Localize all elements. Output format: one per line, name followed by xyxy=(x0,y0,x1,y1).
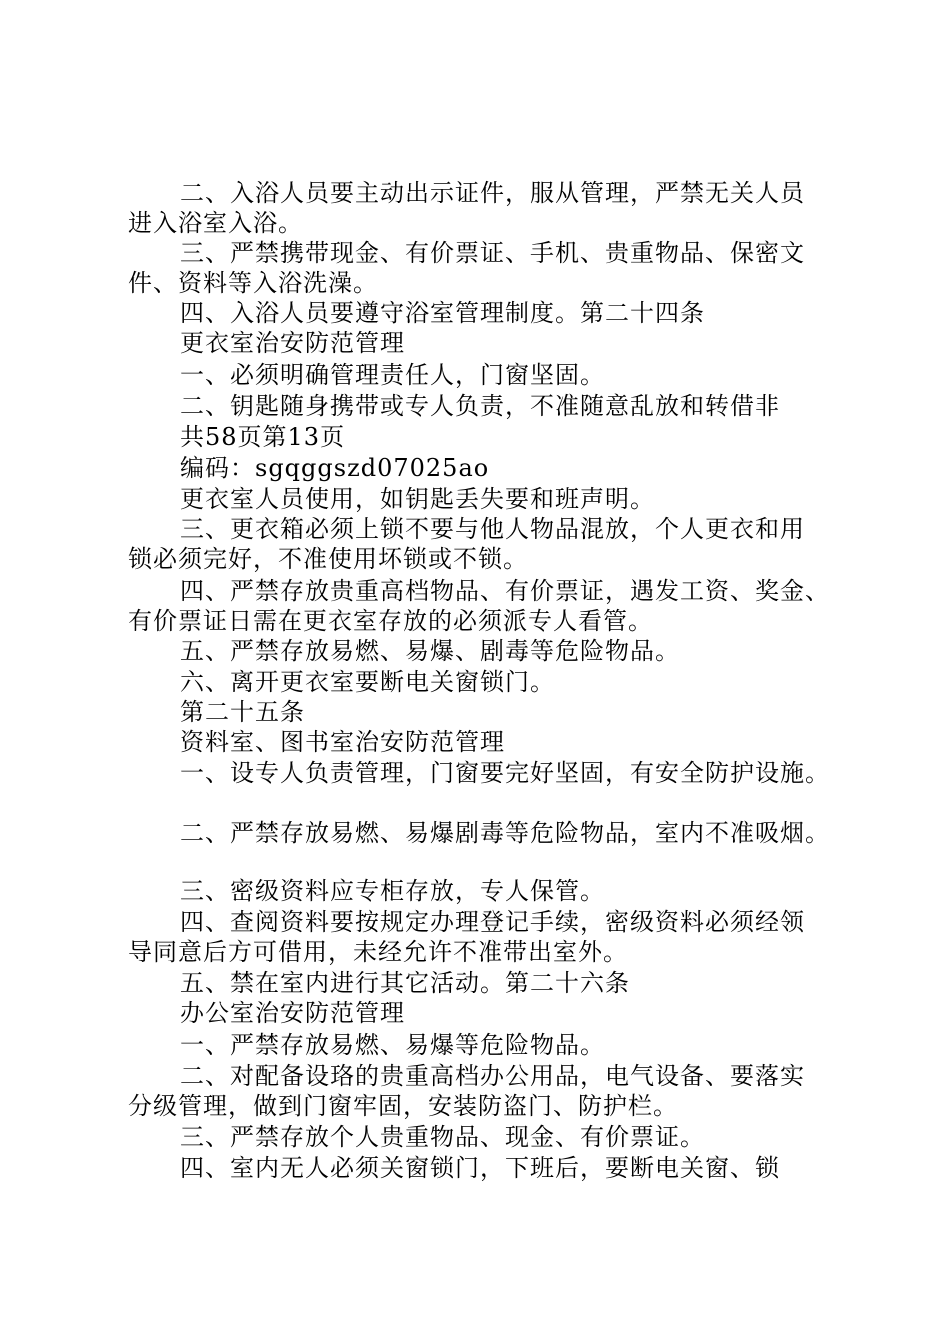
section-heading: 资料室、图书室治安防范管理 xyxy=(180,728,505,756)
text-line: 四、查阅资料要按规定办理登记手续，密级资料必须经领 xyxy=(180,908,805,936)
document-code: 编码：sgqggszd07025ao xyxy=(180,454,490,482)
text-line: 四、严禁存放贵重高档物品、有价票证，遇发工资、奖金、 xyxy=(180,577,830,605)
text-line: 二、入浴人员要主动出示证件，服从管理，严禁无关人员 xyxy=(180,179,805,207)
text-line: 二、严禁存放易燃、易爆剧毒等危险物品，室内不准吸烟。 xyxy=(180,819,830,847)
text-line: 六、离开更衣室要断电关窗锁门。 xyxy=(180,668,555,696)
text-line: 三、密级资料应专柜存放，专人保管。 xyxy=(180,877,605,905)
text-line: 进入浴室入浴。 xyxy=(128,209,303,237)
text-line: 二、钥匙随身携带或专人负责，不准随意乱放和转借非 xyxy=(180,392,780,420)
text-line: 导同意后方可借用，未经允许不准带出室外。 xyxy=(128,938,628,966)
section-heading: 更衣室治安防范管理 xyxy=(180,329,405,357)
text-line: 三、严禁存放个人贵重物品、现金、有价票证。 xyxy=(180,1123,705,1151)
text-line: 有价票证日需在更衣室存放的必须派专人看管。 xyxy=(128,607,653,635)
text-line: 二、对配备设珞的贵重高档办公用品，电气设备、要落实 xyxy=(180,1062,805,1090)
text-line: 五、严禁存放易燃、易爆、剧毒等危险物品。 xyxy=(180,637,680,665)
text-line: 一、设专人负责管理，门窗要完好坚固，有安全防护设施。 xyxy=(180,759,830,787)
text-line: 三、更衣箱必须上锁不要与他人物品混放，个人更衣和用 xyxy=(180,515,805,543)
text-line: 更衣室人员使用，如钥匙丢失要和班声明。 xyxy=(180,485,655,513)
page-number: 共58页第13页 xyxy=(180,423,346,451)
text-line: 分级管理，做到门窗牢固，安装防盗门、防护栏。 xyxy=(128,1092,678,1120)
text-line: 一、严禁存放易燃、易爆等危险物品。 xyxy=(180,1031,605,1059)
text-line: 锁必须完好，不准使用坏锁或不锁。 xyxy=(128,545,528,573)
text-line: 一、必须明确管理责任人，门窗坚固。 xyxy=(180,361,605,389)
section-heading: 办公室治安防范管理 xyxy=(180,999,405,1027)
text-line: 五、禁在室内进行其它活动。第二十六条 xyxy=(180,969,630,997)
text-line: 件、资料等入浴洗澡。 xyxy=(128,269,378,297)
text-line: 三、严禁携带现金、有价票证、手机、贵重物品、保密文 xyxy=(180,239,805,267)
section-heading: 第二十五条 xyxy=(180,698,305,726)
text-line: 四、室内无人必须关窗锁门，下班后，要断电关窗、锁 xyxy=(180,1154,780,1182)
text-line: 四、入浴人员要遵守浴室管理制度。第二十四条 xyxy=(180,299,705,327)
